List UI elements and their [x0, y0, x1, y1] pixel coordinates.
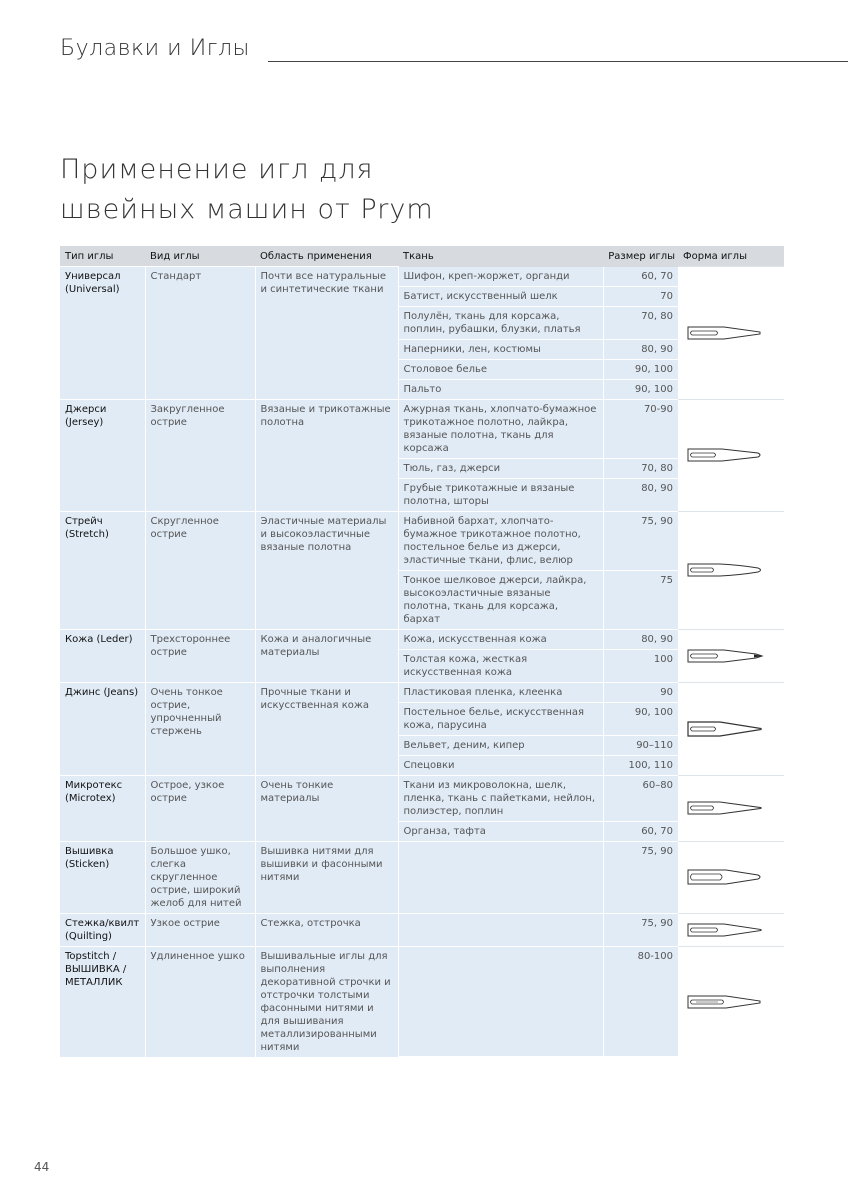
table-row [60, 629, 784, 649]
cell-needle-size: 100 [603, 649, 678, 682]
cell-fabric: Вельвет, деним, кипер [398, 735, 603, 755]
cell-needle-size: 80-100 [603, 946, 678, 1057]
table-row [60, 511, 784, 570]
cell-fabric: Тюль, газ, джерси [398, 458, 603, 478]
cell-fabric: Ткани из микроволокна, шелк, пленка, ткань с пайетками, нейлон, полиэстер, поплин [398, 775, 603, 821]
cell-needle-size: 60, 70 [603, 267, 678, 287]
cell-needle-size: 80, 90 [603, 478, 678, 511]
cell-needle-kind: Трехстороннее острие [145, 629, 255, 682]
needle-jersey-icon [684, 444, 778, 466]
needle-microtex-icon [684, 797, 778, 819]
cell-application-area: Кожа и аналогичные материалы [255, 629, 398, 682]
table-row [60, 775, 784, 821]
cell-needle-size: 90, 100 [603, 379, 678, 399]
cell-fabric: Шифон, креп-жоржет, органди [398, 267, 603, 287]
column-header-type: Тип иглы [60, 246, 145, 267]
cell-needle-size: 60, 70 [603, 821, 678, 841]
cell-needle-shape [678, 682, 784, 775]
needle-jeans-icon [684, 718, 778, 740]
cell-needle-shape [678, 775, 784, 841]
document-title-line-1: Применение игл для [60, 154, 374, 185]
document-title-line-2: швейных машин от Prym [60, 194, 434, 225]
table-row [60, 399, 784, 458]
cell-needle-size: 100, 110 [603, 755, 678, 775]
column-header-size: Размер иглы [603, 246, 678, 267]
cell-needle-size: 75, 90 [603, 841, 678, 913]
cell-fabric: Тонкое шелковое джерси, лайкра, высокоэластичные вязаные полотна, ткань для корсажа, бархат [398, 570, 603, 629]
cell-needle-size: 80, 90 [603, 629, 678, 649]
cell-application-area: Эластичные материалы и высокоэластичные вязаные полотна [255, 511, 398, 629]
cell-application-area: Вышивальные иглы для выполнения декоративной строчки и отстрочки толстыми фасонными нитями и для вышивания металлизированными нитями [255, 946, 398, 1057]
needle-table-wrapper [60, 246, 784, 1057]
cell-needle-size: 80, 90 [603, 339, 678, 359]
cell-needle-size: 90, 100 [603, 702, 678, 735]
cell-needle-size: 70, 80 [603, 458, 678, 478]
cell-needle-type: Джинс (Jeans) [60, 682, 145, 775]
cell-needle-size: 90–110 [603, 735, 678, 755]
cell-fabric [398, 913, 603, 946]
table-row [60, 682, 784, 702]
cell-needle-size: 75, 90 [603, 913, 678, 946]
cell-needle-type: Стрейч (Stretch) [60, 511, 145, 629]
cell-fabric: Полулён, ткань для корсажа, поплин, рубашки, блузки, платья [398, 306, 603, 339]
cell-needle-shape [678, 399, 784, 511]
cell-needle-type: Джерси (Jersey) [60, 399, 145, 511]
cell-needle-type: Кожа (Leder) [60, 629, 145, 682]
cell-fabric: Батист, искусственный шелк [398, 286, 603, 306]
column-header-kind: Вид иглы [145, 246, 255, 267]
cell-application-area: Очень тонкие материалы [255, 775, 398, 841]
cell-fabric: Толстая кожа, жесткая искусственная кожа [398, 649, 603, 682]
cell-fabric: Кожа, искусственная кожа [398, 629, 603, 649]
cell-needle-type: Универсал (Universal) [60, 267, 145, 400]
cell-needle-kind: Очень тонкое острие, упрочненный стержень [145, 682, 255, 775]
cell-needle-shape [678, 267, 784, 400]
column-header-shape: Форма иглы [678, 246, 784, 267]
cell-fabric: Спецовки [398, 755, 603, 775]
cell-fabric: Пластиковая пленка, клеенка [398, 682, 603, 702]
cell-needle-kind: Узкое острие [145, 913, 255, 946]
cell-application-area: Стежка, отстрочка [255, 913, 398, 946]
cell-fabric: Ажурная ткань, хлопчато-бумажное трикотажное полотно, лайкра, вязаные полотна, ткань для корсажа [398, 399, 603, 458]
cell-fabric: Пальто [398, 379, 603, 399]
cell-application-area: Вязаные и трикотажные полотна [255, 399, 398, 511]
cell-needle-size: 70 [603, 286, 678, 306]
table-row [60, 913, 784, 946]
cell-needle-kind: Закругленное острие [145, 399, 255, 511]
cell-needle-size: 75 [603, 570, 678, 629]
cell-needle-size: 70, 80 [603, 306, 678, 339]
column-header-fabric: Ткань [398, 246, 603, 267]
needle-quilting-icon [684, 919, 778, 941]
cell-needle-type: Микротекс (Microtex) [60, 775, 145, 841]
cell-needle-size: 70-90 [603, 399, 678, 458]
cell-needle-type: Topstitch / ВЫШИВКА / МЕТАЛЛИК [60, 946, 145, 1057]
page-number: 44 [34, 1160, 50, 1174]
cell-fabric [398, 946, 603, 1057]
cell-needle-kind: Острое, узкое острие [145, 775, 255, 841]
cell-needle-shape [678, 946, 784, 1057]
table-header-row [60, 246, 784, 267]
cell-fabric: Набивной бархат, хлопчато-бумажное трикотажное полотно, постельное белье из джерси, эластичные ткани, флис, велюр [398, 511, 603, 570]
cell-application-area: Прочные ткани и искусственная кожа [255, 682, 398, 775]
cell-needle-type: Стежка/квилт (Quilting) [60, 913, 145, 946]
cell-needle-kind: Большое ушко, слегка скругленное острие, широкий желоб для нитей [145, 841, 255, 913]
cell-application-area: Вышивка нитями для вышивки и фасонными нитями [255, 841, 398, 913]
cell-needle-shape [678, 913, 784, 946]
cell-fabric [398, 841, 603, 913]
table-row [60, 946, 784, 1057]
needle-embroidery-icon [684, 866, 778, 888]
needle-topstitch-icon [684, 991, 778, 1013]
cell-needle-shape [678, 629, 784, 682]
needle-stretch-icon [684, 559, 778, 581]
table-row [60, 267, 784, 287]
cell-needle-shape [678, 511, 784, 629]
section-title: Булавки и Иглы [60, 36, 250, 61]
header-rule [268, 61, 848, 62]
cell-needle-kind: Удлиненное ушко [145, 946, 255, 1057]
page-header [60, 36, 848, 76]
needle-leather-icon [684, 645, 778, 667]
cell-fabric: Постельное белье, искусственная кожа, парусина [398, 702, 603, 735]
table-row [60, 841, 784, 913]
cell-fabric: Органза, тафта [398, 821, 603, 841]
cell-application-area: Почти все натуральные и синтетические ткани [255, 267, 398, 400]
cell-fabric: Наперники, лен, костюмы [398, 339, 603, 359]
cell-needle-size: 60–80 [603, 775, 678, 821]
needle-table [60, 246, 784, 1057]
needle-universal-icon [684, 322, 778, 344]
cell-needle-kind: Скругленное острие [145, 511, 255, 629]
column-header-area: Область применения [255, 246, 398, 267]
cell-needle-size: 90, 100 [603, 359, 678, 379]
cell-needle-type: Вышивка (Sticken) [60, 841, 145, 913]
table-body [60, 267, 784, 1057]
cell-fabric: Грубые трикотажные и вязаные полотна, шторы [398, 478, 603, 511]
cell-needle-size: 90 [603, 682, 678, 702]
cell-needle-kind: Стандарт [145, 267, 255, 400]
document-title [60, 150, 434, 230]
cell-needle-size: 75, 90 [603, 511, 678, 570]
cell-fabric: Столовое белье [398, 359, 603, 379]
cell-needle-shape [678, 841, 784, 913]
